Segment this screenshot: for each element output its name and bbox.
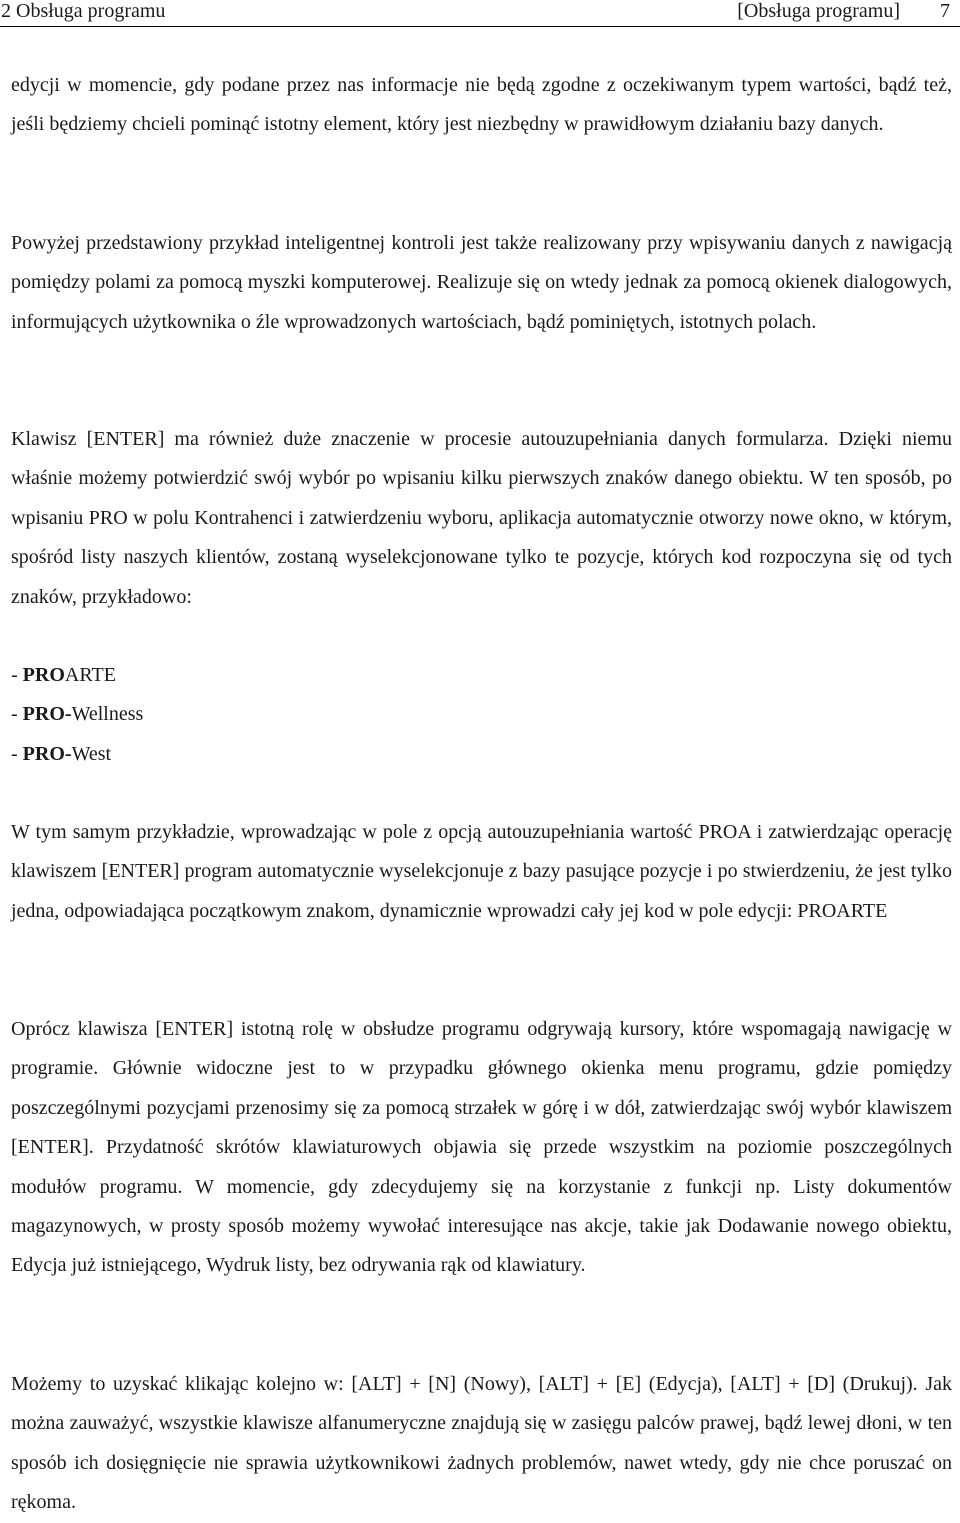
paragraph-4: W tym samym przykładzie, wprowadzając w pole z opcją autouzupełniania wartość PROA i zatwierdzając operację klawiszem [ENTER] program automatycznie wyselekcjonuje z bazy pasujące pozycje i po stwierdzeniu, że jest tylko jedna, odpowiadająca początkowym znakom, dynamicznie wprowadzi cały jej kod w pole edycji: PROARTE <box>11 821 952 922</box>
paragraph-3: Klawisz [ENTER] ma również duże znaczenie w procesie autouzupełniania danych formularza. Dzięki niemu właśnie możemy potwierdzić swój wybór po wpisaniu kilku pierwszych znaków danego obiektu. W ten sposób, po wpisaniu PRO w polu Kontrahenci i zatwierdzeniu wyboru, aplikacja automatycznie otworzy nowe okno, w którym, spośród listy naszych klientów, zostaną wyselekcjonowane tylko te pozycje, których kod rozpoczyna się od tych znaków, przykładowo: <box>11 428 952 608</box>
code-list <box>11 656 952 774</box>
section-title: [Obsługa programu] <box>737 0 900 22</box>
paragraph-2: Powyżej przedstawiony przykład inteligentnej kontroli jest także realizowany przy wpisywaniu danych z nawigacją pomiędzy polami za pomocą myszki komputerowej. Realizuje się on wtedy jednak za pomocą okienek dialogowych, informujących użytkownika o źle wprowadzonych wartościach, bądź pominiętych, istotnych polach. <box>11 232 952 333</box>
paragraph-5: Oprócz klawisza [ENTER] istotną rolę w obsłudze programu odgrywają kursory, które wspomagają nawigację w programie. Głównie widoczne jest to w przypadku głównego okienka menu programu, gdzie pomiędzy poszczególnymi pozycjami przenosimy się za pomocą strzałek w górę i w dół, zatwierdzając swój wybór klawiszem [ENTER]. Przydatność skrótów klawiaturowych objawia się przede wszystkim na poziomie poszczególnych modułów programu. W momencie, gdy zdecydujemy się na korzystanie z funkcji np. Listy dokumentów magazynowych, w prosty sposób możemy wywołać interesujące nas akcje, takie jak Dodawanie nowego obiektu, Edycja już istniejącego, Wydruk listy, bez odrywania rąk od klawiatury. <box>11 1018 952 1277</box>
page-header <box>0 0 960 27</box>
list-item: - PRO-Wellness <box>11 703 144 726</box>
paragraph-6: Możemy to uzyskać klikając kolejno w: [ALT] + [N] (Nowy), [ALT] + [E] (Edycja), [ALT] + [D] (Drukuj). Jak można zauważyć, wszystkie klawisze alfanumeryczne znajdują się w zasięgu palców prawej, bądź lewej dłoni, w ten sposób ich dosięgnięcie nie sprawia użytkownikowi żadnych problemów, nawet wtedy, gdy nie chce poruszać on rękoma. <box>11 1373 952 1514</box>
paragraph-4-block <box>11 813 952 931</box>
chapter-title: 2 Obsługa programu <box>1 0 166 22</box>
list-item: - PRO-West <box>11 742 112 765</box>
page-number: 7 <box>940 0 950 22</box>
paragraph-1-block <box>11 66 952 145</box>
list-item: - PROARTE <box>11 664 116 686</box>
header-right <box>737 0 950 22</box>
paragraph-5-block <box>11 1010 952 1286</box>
paragraph-6-block <box>11 1365 952 1523</box>
paragraph-2-block <box>11 224 952 342</box>
paragraph-1: edycji w momencie, gdy podane przez nas informacje nie będą zgodne z oczekiwanym typem wartości, bądź też, jeśli będziemy chcieli pominąć istotny element, który jest niezbędny w prawidłowym działaniu bazy danych. <box>11 74 952 136</box>
paragraph-3-block <box>11 420 952 617</box>
